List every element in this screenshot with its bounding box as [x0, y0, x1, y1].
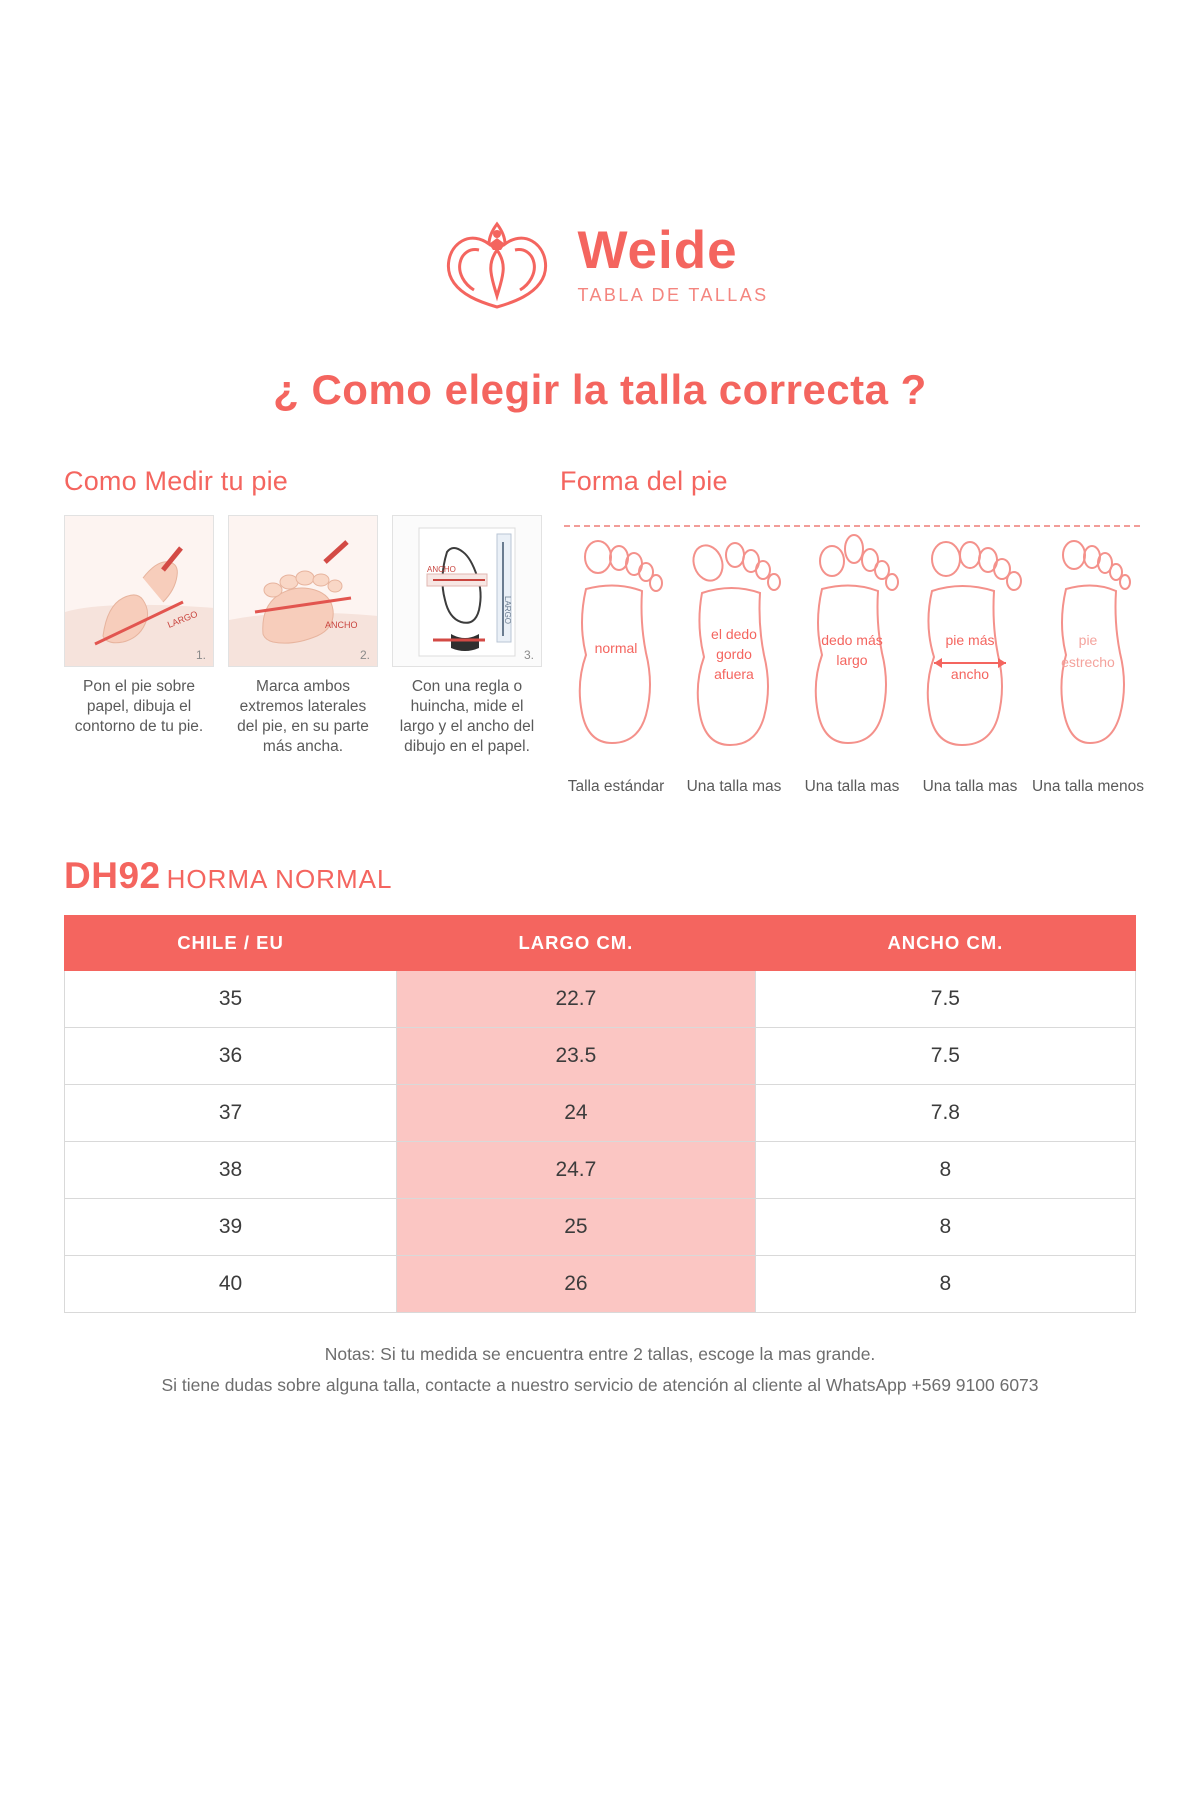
- foot-shape-label-extra: ancho: [950, 666, 990, 682]
- foot-shape-title: Forma del pie: [560, 466, 728, 496]
- table-cell-length: 22.7: [397, 971, 756, 1028]
- foot-shape-label: normal: [594, 640, 638, 656]
- table-header-row: [65, 916, 1136, 971]
- foot-width-marking-icon: [228, 515, 378, 667]
- table-cell-size: 35: [65, 971, 397, 1028]
- table-cell-width: 8: [755, 1256, 1135, 1313]
- table-cell-size: 37: [65, 1085, 397, 1142]
- measure-steps: [64, 515, 542, 758]
- weide-flame-logo-icon: [431, 210, 563, 320]
- foot-shape-item: [560, 527, 672, 797]
- note-line: Si tiene dudas sobre alguna talla, contacte a nuestro servicio de atención al cliente al WhatsApp +569 9100 6073: [161, 1374, 1039, 1395]
- table-row: [65, 1028, 1136, 1085]
- model-code: DH92: [64, 855, 161, 897]
- foot-shape-recommendation: Talla estándar: [567, 778, 665, 795]
- table-cell-length: 23.5: [397, 1028, 756, 1085]
- step-caption: Marca ambos extremos laterales del pie, en su parte más ancha.: [237, 678, 369, 756]
- table-row: [65, 1256, 1136, 1313]
- ruler-measuring-drawing-icon: [392, 515, 542, 667]
- table-cell-width: 7.5: [755, 1028, 1135, 1085]
- foot-shape-item: [914, 527, 1026, 797]
- notes-section: [0, 1339, 1200, 1400]
- table-row: [65, 971, 1136, 1028]
- foot-shape-list: [560, 515, 1144, 797]
- measure-step: [64, 515, 214, 758]
- page-title: ¿ Como elegir la talla correcta ?: [273, 366, 927, 413]
- footprint-big-toe-out-icon: [678, 527, 790, 771]
- foot-shape-recommendation: Una talla menos: [1032, 778, 1145, 795]
- table-cell-width: 7.8: [755, 1085, 1135, 1142]
- table-cell-width: 7.5: [755, 971, 1135, 1028]
- table-cell-size: 38: [65, 1142, 397, 1199]
- table-header-cell: CHILE / EU: [65, 916, 397, 971]
- footprint-wide-icon: [914, 527, 1026, 771]
- footprint-normal-icon: [560, 527, 672, 771]
- footprint-longer-toe-icon: [796, 527, 908, 771]
- measure-step: [392, 515, 542, 758]
- table-row: [65, 1142, 1136, 1199]
- table-cell-length: 25: [397, 1199, 756, 1256]
- instructions-section: [0, 466, 1200, 797]
- foot-shape-recommendation: Una talla mas: [804, 778, 900, 795]
- foot-shape-item: [796, 527, 908, 797]
- table-row: [65, 1085, 1136, 1142]
- svg-text:pie: pie: [1078, 632, 1098, 648]
- step-number: 3.: [523, 648, 534, 662]
- foot-shape-label-extra: largo: [836, 652, 868, 668]
- foot-tracing-on-paper-icon: [64, 515, 214, 667]
- step-number: 2.: [359, 648, 370, 662]
- table-cell-size: 40: [65, 1256, 397, 1313]
- foot-shape-column: [560, 466, 1144, 797]
- how-to-measure-column: [64, 466, 542, 758]
- table-cell-width: 8: [755, 1142, 1135, 1199]
- table-cell-length: 24: [397, 1085, 756, 1142]
- brand-header: [0, 210, 1200, 320]
- foot-shape-recommendation: Una talla mas: [922, 778, 1018, 795]
- step-number: 1.: [195, 648, 206, 662]
- step-caption: Pon el pie sobre papel, dibuja el contorno de tu pie.: [74, 678, 204, 736]
- svg-text:gordo: gordo: [716, 646, 752, 662]
- size-table-wrapper: [0, 915, 1200, 1313]
- svg-text:ANCHO: ANCHO: [427, 565, 456, 574]
- svg-text:ANCHO: ANCHO: [325, 620, 358, 630]
- table-cell-length: 24.7: [397, 1142, 756, 1199]
- foot-shape-label-extra: estrecho: [1061, 654, 1115, 670]
- foot-shape-label-extra: afuera: [714, 666, 754, 682]
- how-to-measure-title: Como Medir tu pie: [64, 466, 288, 496]
- toe-alignment-dashed-line: [564, 525, 1140, 527]
- model-name: HORMA NORMAL: [166, 864, 393, 895]
- size-chart-page: [0, 210, 1200, 1810]
- foot-shape-item: [678, 527, 790, 797]
- svg-text:dedo más: dedo más: [821, 632, 883, 648]
- table-header-cell: LARGO CM.: [397, 916, 756, 971]
- svg-text:LARGO: LARGO: [503, 596, 512, 625]
- svg-text:el dedo: el dedo: [711, 626, 757, 642]
- measure-step: [228, 515, 378, 758]
- svg-text:pie más: pie más: [945, 632, 995, 648]
- svg-text:LARGO: LARGO: [166, 608, 199, 630]
- table-cell-size: 36: [65, 1028, 397, 1085]
- footprint-narrow-icon: [1032, 527, 1144, 771]
- note-line: Notas: Si tu medida se encuentra entre 2 tallas, escoge la mas grande.: [324, 1344, 876, 1365]
- brand-subtitle: TABLA DE TALLAS: [577, 285, 769, 305]
- brand-name: Weide: [577, 221, 738, 280]
- step-caption: Con una regla o huincha, mide el largo y el ancho del dibujo en el papel.: [399, 678, 535, 756]
- foot-shape-item: [1032, 527, 1144, 797]
- table-cell-size: 39: [65, 1199, 397, 1256]
- table-cell-width: 8: [755, 1199, 1135, 1256]
- table-row: [65, 1199, 1136, 1256]
- table-cell-length: 26: [397, 1256, 756, 1313]
- foot-shape-recommendation: Una talla mas: [686, 778, 782, 795]
- table-header-cell: ANCHO CM.: [755, 916, 1135, 971]
- model-heading: [0, 855, 1200, 897]
- size-table: [64, 915, 1136, 1313]
